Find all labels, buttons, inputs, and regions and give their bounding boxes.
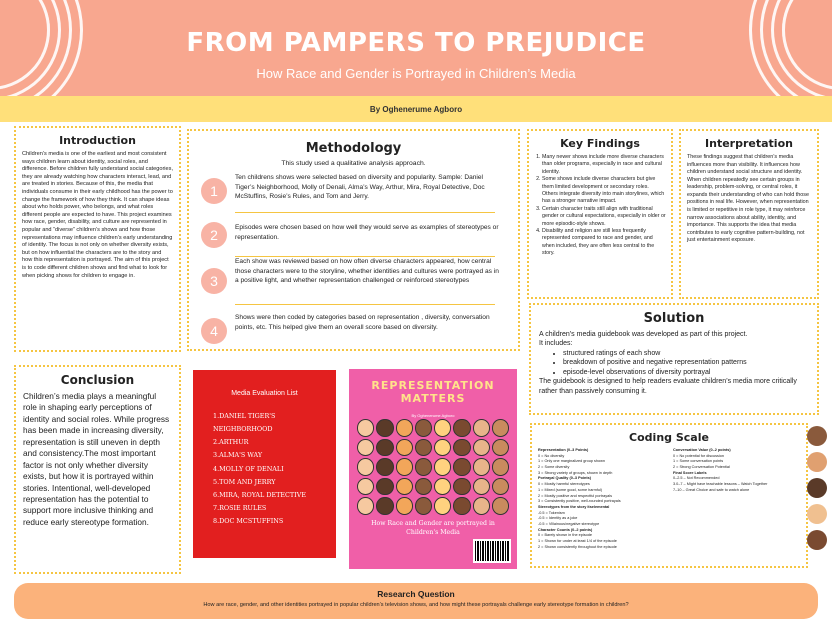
cartoon-face-icon: [415, 458, 432, 476]
research-question-bar: [14, 583, 818, 619]
key-findings-heading: Key Findings: [560, 137, 640, 150]
coding-scale-heading: Coding Scale: [629, 431, 709, 444]
coding-scale-columns: [532, 448, 806, 550]
conclusion-heading: Conclusion: [60, 373, 135, 387]
step-text: Ten childrens shows were selected based on diversity and popularity. Sample: Daniel Tiger’s Neighborhood, Molly of Denali, Alma’s Way, Arthur, Mira, Royal Detective, Doc McStuffins, Rosie’s Rules, and Tom and Jerry.: [235, 174, 485, 201]
cartoon-face-icon: [453, 478, 470, 496]
conclusion-text: Children’s media plays a meaningful role in shaping early perceptions of identity and social roles. While progress has been made in increasing diversity, representation is still uneven in depth and consistency.The most important factor is not only whether diversity exists, but how it is portrayed within stories. Intentional, well-developed representation has the potential to support more inclusive thinking and reduce early stereotype formation.: [23, 391, 170, 527]
cartoon-face-icon: [473, 458, 490, 476]
cartoon-face-icon: [376, 439, 393, 457]
list-item: 5.TOM AND JERRY: [213, 477, 276, 486]
coding-scale-line: Conversation Value (0–2 points): [673, 448, 731, 452]
coding-scale-line: -0.5 = Villainous/negative stereotype: [538, 521, 600, 526]
cartoon-face-icon: [357, 497, 374, 515]
list-item: 1. Many newer shows include more diverse characters than older programs, especially in race and cultural identity.: [542, 154, 666, 176]
cartoon-face-icon: [473, 478, 490, 496]
coding-scale-line: 2 = Mostly positive and respectful portrayals: [538, 493, 612, 498]
cartoon-face-icon: [396, 439, 413, 457]
cartoon-face-icon: [434, 419, 451, 437]
author-name: By Oghenerume Agboro: [369, 104, 463, 114]
cartoon-face-icon: [453, 439, 470, 457]
coding-scale-line: Character Counts (0–2 points): [538, 527, 593, 532]
solution-intro: A children’s media guidebook was developed as part of this project.: [539, 331, 748, 338]
cartoon-face-icon: [357, 419, 374, 437]
media-list: [213, 410, 336, 528]
solution-includes: It includes:: [539, 340, 573, 348]
cartoon-face-icon: [415, 497, 432, 515]
child-face-icon: [807, 478, 827, 498]
coding-scale-left-column: [538, 448, 665, 550]
cartoon-face-icon: [492, 419, 509, 437]
coding-scale-line: 1 = Some conversation points: [673, 459, 724, 464]
key-findings-list: [534, 154, 666, 258]
cartoon-face-icon: [473, 439, 490, 457]
coding-scale-line: 0 = Mostly harmful stereotypes: [538, 482, 590, 487]
step-divider: [235, 212, 495, 213]
list-item: 3.ALMA'S WAY: [213, 451, 263, 460]
introduction-text: Children’s media is one of the earliest and most consistent ways children learn about identity, social roles, and difference. Before children fully understand social categories, they are already watching how characters interact, lead, and are treated in stories. Because of this, the media that individuals consume in their early childhood has the power to change the framework of how they think. It can shape ideas about who holds power, who belongs, and what roles different people are expected to have. This project examines how race, gender, disability, and culture are represented in popular and “diverse” children’s shows and how those representations may influence children’s early understanding of identity. The focus is not only on whether diversity exists, but on how influential the characters are to the story and how this representation is portrayed. The aim of this project is to code different children shows and find what to look for when picking shows for children to engage in.: [22, 151, 174, 279]
conclusion-panel: [14, 365, 181, 574]
methodology-lead: This study used a qualitative analysis approach.: [281, 160, 426, 167]
cartoon-face-icon: [434, 478, 451, 496]
step-number: 4: [201, 318, 227, 344]
guidebook-subtitle: How Race and Gender are portrayed in Children's Media: [371, 520, 495, 537]
cartoon-face-icon: [434, 458, 451, 476]
cartoon-face-icon: [473, 497, 490, 515]
cartoon-face-icon: [376, 478, 393, 496]
child-face-icon: [807, 530, 827, 550]
step-divider: [235, 304, 495, 305]
poster-title: FROM PAMPERS TO PREJUDICE: [186, 28, 646, 58]
coding-scale-right-column: [673, 448, 800, 550]
coding-scale-line: Portrayal Quality (0–3 Points): [538, 476, 591, 481]
step-text: Each show was reviewed based on how often diverse characters appeared, how central those characters were to the storyline, whether identities and cultures were portrayed as in a positive light, and whether representation challenged or reinforced stereotypes: [235, 258, 499, 285]
coding-scale-line: 2 = Some diversity: [538, 465, 570, 470]
coding-scale-line: -0.5 = Tokenism: [538, 510, 565, 515]
solution-heading: Solution: [643, 311, 705, 326]
methodology-step: [201, 313, 506, 349]
list-item: 8.DOC MCSTUFFINS: [213, 517, 284, 525]
introduction-panel: [14, 126, 181, 352]
list-item: 1.DANIEL TIGER'S NEIGHBORHOOD: [213, 412, 276, 434]
coding-scale-line: 0 = No diversity: [538, 453, 565, 458]
media-list-title: Media Evaluation List: [231, 390, 298, 397]
coding-scale-line: 3.0–7 – Might have teachable lessons – Watch Together: [673, 482, 768, 487]
key-findings-panel: [527, 129, 673, 299]
cartoon-face-icon: [492, 439, 509, 457]
guidebook-author: By Oghenerume Agboro: [411, 413, 455, 418]
coding-scale-line: 2 = Strong Conversation Potential: [673, 465, 730, 470]
list-item: 6.MIRA, ROYAL DETECTIVE: [213, 490, 306, 499]
methodology-panel: [187, 129, 520, 351]
step-number: 2: [201, 222, 227, 248]
list-item: 4. Disability and religion are still less frequently represented compared to race and gender, and when included, they are often less central to the story.: [542, 228, 666, 258]
coding-scale-line: 0–2.5 – Not Recommended: [673, 476, 720, 481]
barcode-icon: [473, 539, 511, 563]
cartoon-face-icon: [434, 497, 451, 515]
cartoon-face-icon: [492, 497, 509, 515]
step-number: 3: [201, 268, 227, 294]
cartoon-face-icon: [357, 439, 374, 457]
cartoon-face-icon: [415, 439, 432, 457]
cartoon-crowd-illustration: [357, 419, 509, 515]
cartoon-face-icon: [396, 458, 413, 476]
kids-illustration: [804, 420, 830, 570]
coding-scale-line: Final Score Labels: [673, 470, 707, 475]
coding-scale-line: 0 = Barely shown in the episode: [538, 533, 592, 538]
child-face-icon: [807, 504, 827, 524]
guidebook-title: REPRESENTATION MATTERS: [371, 379, 495, 405]
list-item: 2.ARTHUR: [213, 438, 249, 447]
coding-scale-line: 3 = Strong variety of groups, shown in depth: [538, 470, 613, 475]
cartoon-face-icon: [453, 419, 470, 437]
list-item: 4.MOLLY OF DENALI: [213, 464, 284, 473]
methodology-step: [201, 257, 506, 293]
cartoon-face-icon: [376, 419, 393, 437]
step-text: Shows were then coded by categories based on representation , diversity, conversation points, etc. This helped give them an overall score based on diversity.: [235, 314, 490, 331]
cartoon-face-icon: [396, 497, 413, 515]
cartoon-face-icon: [396, 478, 413, 496]
cartoon-face-icon: [492, 478, 509, 496]
coding-scale-line: 1 = Mixed (some good, some harmful): [538, 487, 603, 492]
media-evaluation-list-image: [193, 370, 336, 558]
poster-subtitle: How Race and Gender is Portrayed in Children’s Media: [256, 66, 576, 81]
coding-scale-line: 2 = Shown consistently throughout the episode: [538, 544, 617, 549]
child-face-icon: [807, 426, 827, 446]
cartoon-face-icon: [415, 478, 432, 496]
introduction-heading: Introduction: [59, 134, 136, 147]
interpretation-heading: Interpretation: [705, 137, 793, 150]
list-item: 7.ROSIE RULES: [213, 503, 267, 512]
cartoon-face-icon: [396, 419, 413, 437]
research-question-text: How are race, gender, and other identities portrayed in popular children’s television shows, and how might these portrayals challenge early stereotype formation in children?: [203, 602, 629, 608]
methodology-step: [201, 217, 506, 253]
cartoon-face-icon: [492, 458, 509, 476]
step-number: 1: [201, 178, 227, 204]
coding-scale-line: -0.5 = Identity as a joke: [538, 516, 578, 521]
methodology-heading: Methodology: [305, 141, 402, 156]
cartoon-face-icon: [415, 419, 432, 437]
cartoon-face-icon: [473, 419, 490, 437]
coding-scale-line: Stereotypes from the story itselemental: [538, 504, 610, 509]
solution-list: [539, 349, 809, 377]
cartoon-face-icon: [453, 497, 470, 515]
cartoon-face-icon: [434, 439, 451, 457]
list-item: 3. Certain character traits still align with traditional gender or cultural expectations, especially in older or more episodic-style shows.: [542, 206, 666, 228]
cartoon-face-icon: [357, 458, 374, 476]
solution-outro: The guidebook is designed to help readers evaluate children’s media more critically rather than passively consuming it.: [539, 378, 797, 395]
coding-scale-line: 1 = Shown for under at least 1/4 of the episode: [538, 539, 617, 543]
interpretation-text: These findings suggest that children’s media influences more than visibility. It influences how children understand social structure and identity. When children repeatedly see certain groups in leadership, problem-solving, or central roles, it expands their understanding of who can hold those positions in real life. However, when representation is limited or repetitive in role type, it may reinforce narrow associations about ability, identity, and importance. This supports the idea that media contributes to early cognitive pattern-building, not just entertainment exposure.: [687, 154, 809, 244]
list-item: • breakdown of positive and negative representation patterns: [563, 358, 809, 367]
methodology-step: [201, 173, 506, 209]
child-face-icon: [807, 452, 827, 472]
poster-header: [0, 0, 832, 96]
cartoon-face-icon: [376, 458, 393, 476]
coding-scale-line: Representation (0–3 Points): [538, 448, 589, 452]
coding-scale-line: 1 = Only one marginalized group shown: [538, 459, 606, 464]
list-item: • episode-level observations of diversity portrayal: [563, 368, 809, 377]
interpretation-panel: [679, 129, 819, 299]
cartoon-face-icon: [357, 478, 374, 496]
coding-scale-line: 3 = Consistently positive, well-rounded portrayals: [538, 499, 621, 504]
step-text: Episodes were chosen based on how well they would serve as examples of stereotypes or representation.: [235, 224, 499, 241]
cartoon-face-icon: [453, 458, 470, 476]
coding-scale-panel: [530, 423, 808, 568]
list-item: 2. Some shows include diverse characters but give them limited development or secondary roles. Others integrate diversity into main storylines, which has a stronger narrative impact.: [542, 176, 666, 206]
author-bar: [0, 96, 832, 122]
list-item: • structured ratings of each show: [563, 349, 809, 358]
coding-scale-line: 0 = No potential for discussion: [673, 453, 724, 458]
solution-panel: [529, 303, 819, 415]
guidebook-cover-image: [349, 369, 517, 569]
research-question-heading: Research Question: [377, 589, 455, 599]
coding-scale-line: 7–10 – Great Choice and safe to watch alone: [673, 487, 750, 492]
cartoon-face-icon: [376, 497, 393, 515]
